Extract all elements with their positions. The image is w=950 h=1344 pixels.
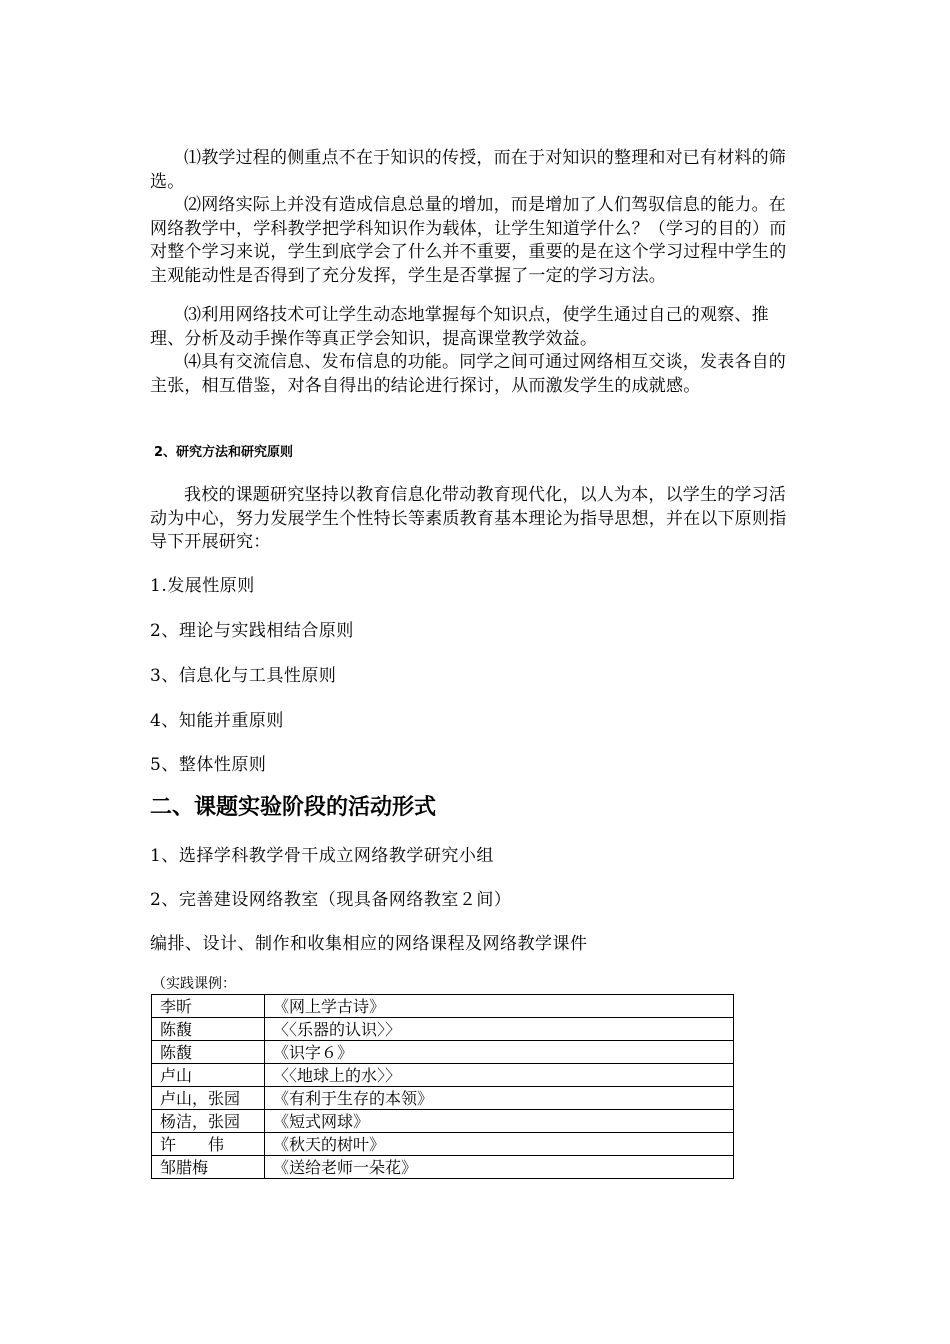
table-row <box>152 1041 734 1064</box>
activity-item: 2、完善建设网络教室（现具备网络教室２间） <box>150 890 512 910</box>
principle-item: 3、信息化与工具性原则 <box>150 666 337 686</box>
teacher-cell: 陈馥 <box>152 1041 265 1064</box>
teacher-cell: 卢山，张园 <box>152 1087 265 1110</box>
table-row <box>152 1087 734 1110</box>
paragraph-intro: 我校的课题研究坚持以教育信息化带动教育现代化，以人为本，以学生的学习活动为中心，努力发展学生个性特长等素质教育基本理论为指导思想，并在以下原则指导下开展研究： <box>150 485 787 552</box>
table-row <box>152 1110 734 1133</box>
table-row <box>152 1133 734 1156</box>
paragraph-point-3: ⑶利用网络技术可让学生动态地掌握每个知识点，使学生通过自己的观察、推理、分析及动手操作等真正学会知识，提高课堂教学效益。 <box>150 305 769 349</box>
activity-item: 1、选择学科教学骨干成立网络教学研究小组 <box>150 846 494 866</box>
course-table <box>151 994 734 1179</box>
paragraph-point-2: ⑵网络实际上并没有造成信息总量的增加，而是增加了人们驾驭信息的能力。在网络教学中，学科教学把学科知识作为载体，让学生知道学什么？（学习的目的）而对整个学习来说，学生到底学会了什么并不重要，重要的是在这个学习过程中学生的主观能动性是否得到了充分发挥，学生是否掌握了一定的学习方法。 <box>150 195 787 286</box>
principle-item: 4、知能并重原则 <box>150 711 284 731</box>
teacher-cell: 许 伟 <box>152 1133 265 1156</box>
course-cell: 《短式网球》 <box>265 1110 734 1133</box>
course-cell: 《识字６》 <box>265 1041 734 1064</box>
teacher-cell: 卢山 <box>152 1064 265 1087</box>
teacher-cell: 李昕 <box>152 995 265 1018</box>
section-heading-methods: 2、研究方法和研究原则 <box>154 445 294 460</box>
course-cell: 《有利于生存的本领》 <box>265 1087 734 1110</box>
principle-item: 1.发展性原则 <box>150 576 255 596</box>
course-cell: 《送给老师一朵花》 <box>265 1156 734 1179</box>
principle-item: 5、整体性原则 <box>150 755 267 775</box>
principle-item: 2、理论与实践相结合原则 <box>150 621 354 641</box>
teacher-cell: 陈馥 <box>152 1018 265 1041</box>
table-row <box>152 1018 734 1041</box>
activity-item: 编排、设计、制作和收集相应的网络课程及网络教学课件 <box>150 934 588 954</box>
part-heading-activities: 二、课题实验阶段的活动形式 <box>150 795 437 820</box>
teacher-cell: 邹腊梅 <box>152 1156 265 1179</box>
course-cell: 〈〈地球上的水〉〉 <box>265 1064 734 1087</box>
paragraph-point-4: ⑷具有交流信息、发布信息的功能。同学之间可通过网络相互交谈，发表各自的主张，相互借鉴，对各自得出的结论进行探讨，从而激发学生的成就感。 <box>150 352 786 396</box>
paragraph-point-1: ⑴教学过程的侧重点不在于知识的传授，而在于对知识的整理和对已有材料的筛选。 <box>150 148 786 192</box>
course-cell: 〈〈乐器的认识〉〉 <box>265 1018 734 1041</box>
teacher-cell: 杨洁，张园 <box>152 1110 265 1133</box>
course-cell: 《网上学古诗》 <box>265 995 734 1018</box>
table-row <box>152 1064 734 1087</box>
course-cell: 《秋天的树叶》 <box>265 1133 734 1156</box>
table-row <box>152 995 734 1018</box>
table-row <box>152 1156 734 1179</box>
table-caption: （实践课例： <box>152 976 236 992</box>
